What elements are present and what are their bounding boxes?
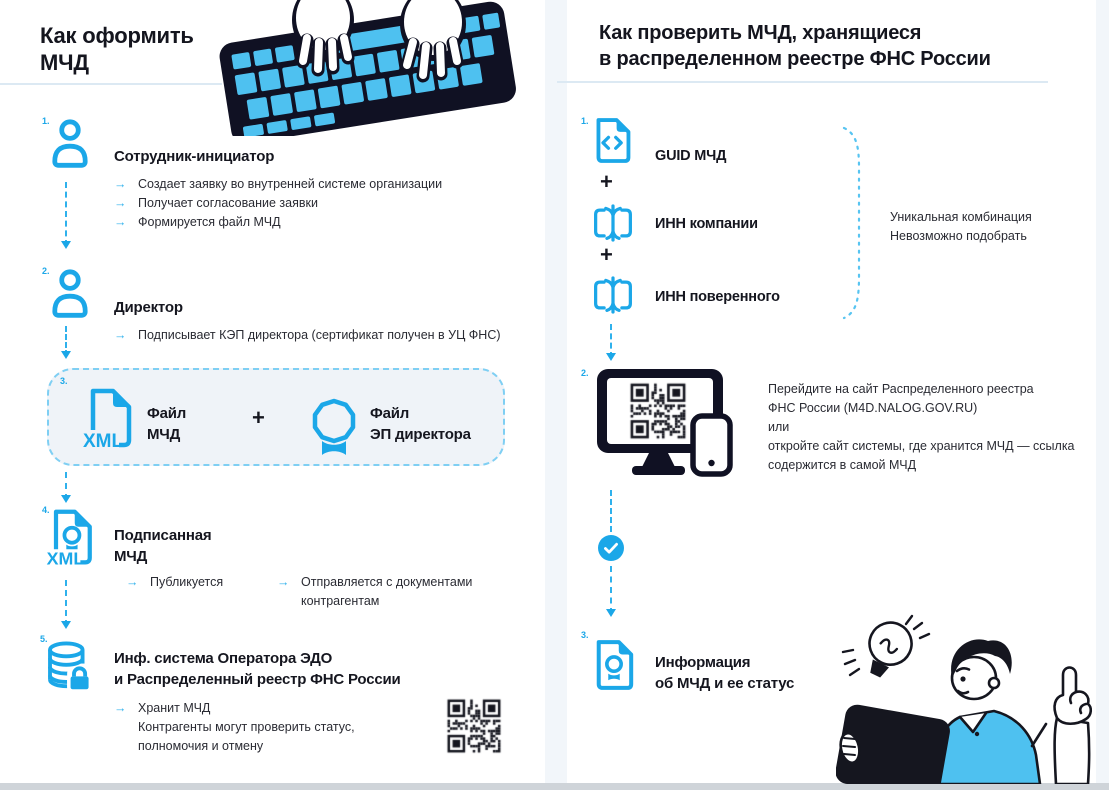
- left-title-divider: [0, 83, 222, 85]
- bullet-item: → Формируется файл МЧД: [114, 213, 281, 232]
- flow-arrow-down: [65, 472, 67, 500]
- xml-file-icon: [83, 387, 135, 451]
- man-laptop-illustration: [836, 626, 1106, 784]
- inn-attorney-label: ИНН поверенного: [655, 289, 780, 305]
- keyboard-hands-illustration: [205, 0, 525, 136]
- uniqueness-note: Уникальная комбинация Невозможно подобрать: [890, 210, 1032, 243]
- left-step1-number: 1.: [42, 116, 50, 126]
- check-circle-icon: [598, 535, 624, 561]
- plus-sign: +: [600, 242, 613, 267]
- right-step1-number: 1.: [581, 116, 589, 126]
- arrow-bullet-icon: →: [126, 575, 139, 589]
- info-document-icon: [593, 638, 635, 692]
- right-step3-number: 3.: [581, 630, 589, 640]
- right-step3-label: Информация об МЧД и ее статус: [655, 654, 795, 692]
- person-icon: [50, 118, 90, 170]
- right-step2-text: Перейдите на сайт Распределенного реестра ФНС России (M4D.NALOG.GOV.RU) или откройте сайт системы, где хранится МЧД — ссылка содержится в самой МЧД: [768, 382, 1075, 472]
- inn-company-label: ИНН компании: [655, 216, 758, 232]
- arrow-bullet-icon: →: [114, 196, 127, 210]
- left-step5-number: 5.: [40, 634, 48, 644]
- guid-file-icon: [593, 116, 633, 166]
- signed-xml-file-icon: [46, 508, 96, 568]
- signature-seal-icon: [310, 395, 358, 457]
- database-lock-icon: [44, 640, 92, 694]
- footer-bar: [0, 783, 1109, 790]
- flow-arrow-down: [65, 580, 67, 626]
- flow-arrow-down: [610, 324, 612, 358]
- left-step4-number: 4.: [42, 505, 50, 515]
- qr-code: [445, 697, 503, 755]
- right-title: Как проверить МЧД, хранящиеся в распределенном реестре ФНС России: [599, 22, 991, 70]
- right-title-divider: [557, 81, 1048, 83]
- xml-label: XML: [46, 548, 85, 568]
- arrow-bullet-icon: →: [114, 328, 127, 342]
- xml-label: XML: [83, 431, 124, 451]
- qr-code: [628, 381, 688, 441]
- bullet-item: → Создает заявку во внутренней системе организации: [114, 175, 442, 194]
- plus-sign: +: [600, 169, 613, 194]
- arrow-bullet-icon: →: [114, 177, 127, 191]
- person-icon: [50, 268, 90, 320]
- left-step2-heading: Директор: [114, 299, 183, 316]
- bullet-item: → Публикуется: [126, 573, 223, 592]
- flow-arrow-down: [65, 326, 67, 356]
- left-step5-heading: Инф. система Оператора ЭДО и Распределенный реестр ФНС России: [114, 650, 401, 688]
- brace-decoration: [842, 126, 864, 320]
- guid-label: GUID МЧД: [655, 148, 727, 164]
- left-step4-heading: Подписанная МЧД: [114, 527, 212, 565]
- file-ep-label: Файл ЭП директора: [370, 405, 471, 443]
- bullet-item: → Получает согласование заявки: [114, 194, 318, 213]
- flow-arrow-down: [65, 182, 67, 246]
- arrow-bullet-icon: →: [277, 575, 290, 589]
- arrow-bullet-icon: →: [114, 701, 127, 715]
- flow-line-down: [610, 490, 612, 532]
- bullet-item: → Подписывает КЭП директора (сертификат получен в УЦ ФНС): [114, 326, 501, 345]
- left-step3-number: 3.: [60, 376, 68, 386]
- inn-company-icon: [592, 204, 634, 242]
- bullet-item: → Хранит МЧД Контрагенты могут проверить статус, полномочия и отмену: [114, 701, 355, 753]
- left-hand-icon: [292, 0, 354, 70]
- right-step2-number: 2.: [581, 368, 589, 378]
- left-step2-number: 2.: [42, 266, 50, 276]
- plus-sign: +: [252, 405, 265, 430]
- flow-arrow-down: [610, 566, 612, 614]
- bullet-item: → Отправляется с документами контрагентам: [277, 575, 473, 608]
- phone-home-button: [708, 460, 714, 466]
- left-step1-heading: Сотрудник-инициатор: [114, 148, 275, 165]
- arrow-bullet-icon: →: [114, 215, 127, 229]
- left-title: Как оформить МЧД: [40, 23, 194, 75]
- inn-attorney-icon: [592, 276, 634, 314]
- column-gutter: [545, 0, 567, 783]
- file-mchd-label: Файл МЧД: [147, 405, 187, 443]
